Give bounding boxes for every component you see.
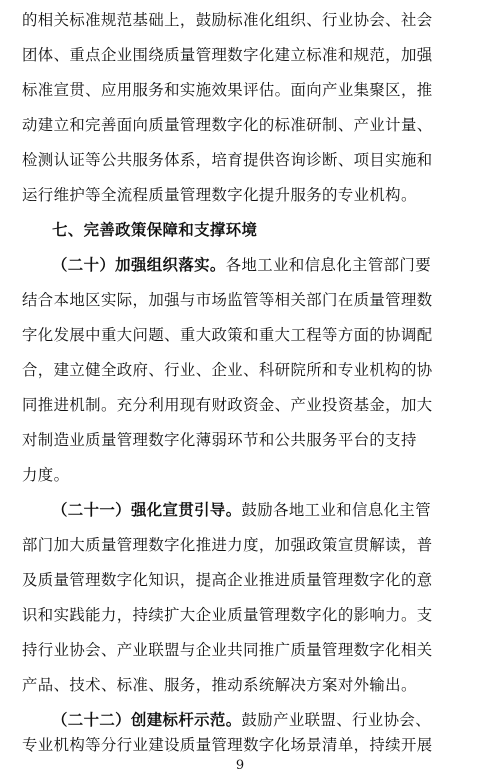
paragraph-line: 结合本地区实际，加强与市场监管等相关部门在质量管理数: [22, 291, 433, 309]
paragraph-line: 力度。: [22, 466, 70, 484]
paragraph-line: 的相关标准规范基础上，鼓励标准化组织、行业协会、社会: [22, 11, 433, 29]
item-22-first-line-text: 鼓励产业联盟、行业协会、: [241, 711, 431, 729]
paragraph-line: 标准宣贯、应用服务和实施效果评估。面向产业集聚区，推: [22, 81, 433, 99]
section-heading: 七、完善政策保障和支撑环境: [52, 221, 258, 239]
item-21-first-line-text: 鼓励各地工业和信息化主管: [241, 501, 431, 519]
paragraph-line: 合，建立健全政府、行业、企业、科研院所和专业机构的协: [22, 361, 433, 379]
item-20-first-line-text: 各地工业和信息化主管部门要: [225, 256, 431, 274]
paragraph-line: 产品、技术、标准、服务，推动系统解决方案对外输出。: [22, 676, 417, 694]
paragraph-line: 专业机构等分行业建设质量管理数字化场景清单，持续开展: [22, 736, 433, 754]
paragraph-line: 持行业协会、产业联盟与企业共同推广质量管理数字化相关: [22, 641, 433, 659]
paragraph-first-line: [52, 255, 462, 275]
paragraph-line: 部门加大质量管理数字化推进力度，加强政策宣贯解读，普: [22, 536, 433, 554]
paragraph-line: 及质量管理数字化知识，提高企业推进质量管理数字化的意: [22, 571, 433, 589]
item-21-label: （二十一）强化宣贯引导。: [52, 501, 242, 519]
item-20-label: （二十）加强组织落实。: [52, 256, 226, 274]
paragraph-line: 运行维护等全流程质量管理数字化提升服务的专业机构。: [22, 186, 417, 204]
item-22-label: （二十二）创建标杆示范。: [52, 711, 242, 729]
paragraph-first-line: [52, 710, 462, 730]
paragraph-line: 识和实践能力，持续扩大企业质量管理数字化的影响力。支: [22, 606, 433, 624]
page-number: 9: [235, 758, 245, 773]
paragraph-line: 同推进机制。充分利用现有财政资金、产业投资基金，加大: [22, 396, 433, 414]
paragraph-first-line: [52, 500, 462, 520]
paragraph-line: 字化发展中重大问题、重大政策和重大工程等方面的协调配: [22, 326, 433, 344]
paragraph-line: 对制造业质量管理数字化薄弱环节和公共服务平台的支持: [22, 431, 417, 449]
paragraph-line: 检测认证等公共服务体系，培育提供咨询诊断、项目实施和: [22, 151, 433, 169]
paragraph-line: 动建立和完善面向质量管理数字化的标准研制、产业计量、: [22, 116, 433, 134]
paragraph-line: 团体、重点企业围绕质量管理数字化建立标准和规范，加强: [22, 46, 433, 64]
